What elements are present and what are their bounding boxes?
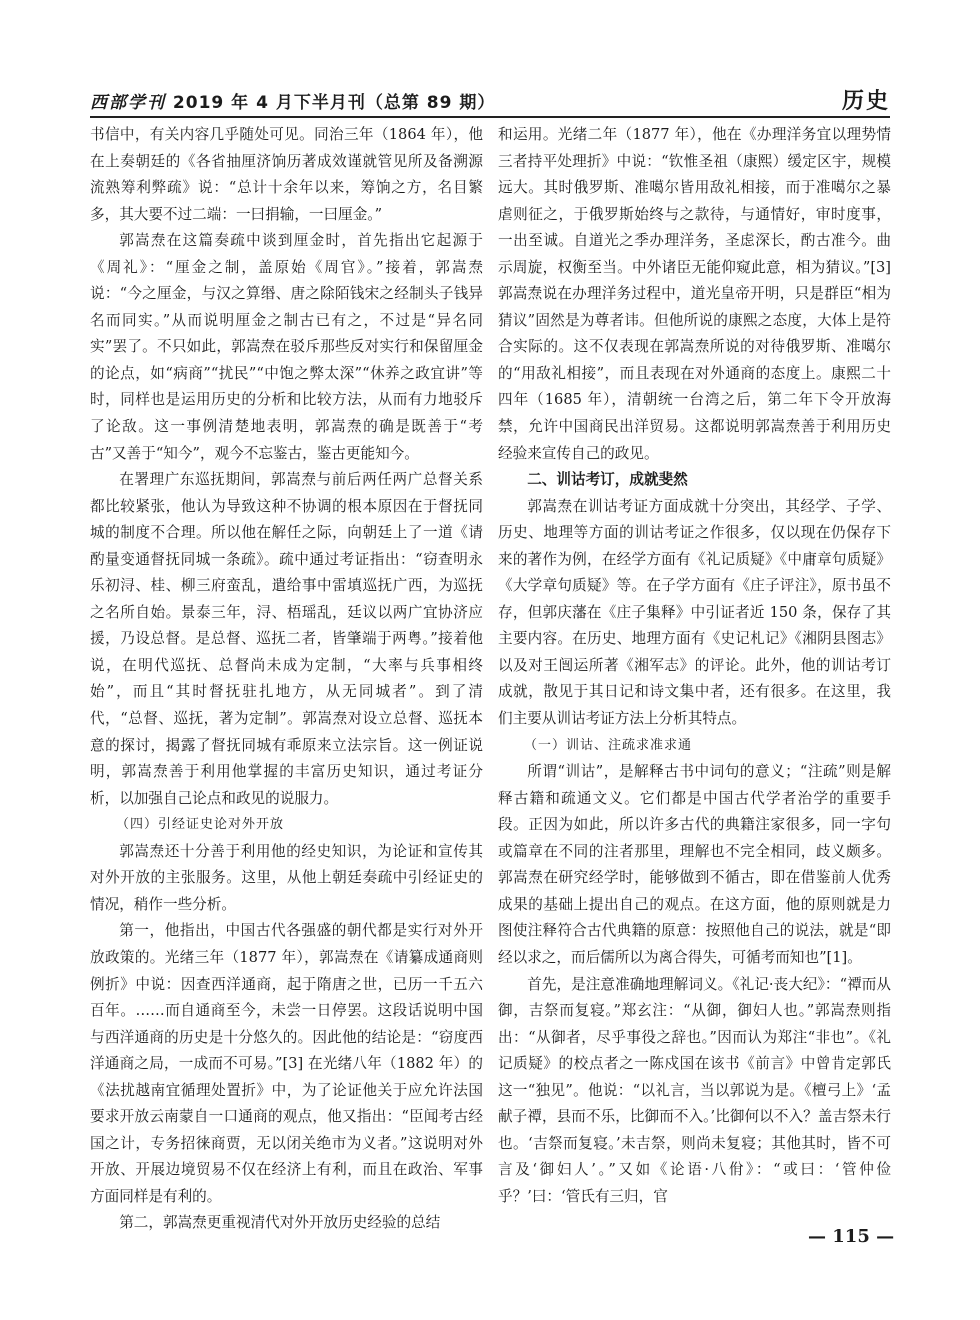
paragraph: 在署理广东巡抚期间，郭嵩焘与前后两任两广总督关系都比较紧张，他认为导致这种不协调的根本原因在于督抚同城的制度不合理。所以他在解任之际，向朝廷上了一道《请酌量变通督抚同城一条疏》。疏中通过考证指出：“窃查明永乐初浔、桂、柳三府蛮乱，遣给事中雷填巡抚广西，为巡抚之名所自始。景泰三年，浔、梧瑶乱，廷议以两广宜协济应援，乃设总督。是总督、巡抚二者，皆肇端于两粤。”接着他说，在明代巡抚、总督尚未成为定制，“大率与兵事相终始”，而且“其时督抚驻扎地方，从无同城者”。到了清代，“总督、巡抚，著为定制”。郭嵩焘对设立总督、巡抚本意的探讨，揭露了督抚同城有乖原来立法宗旨。这一例证说明，郭嵩焘善于利用他掌握的丰富历史知识，通过考证分析，以加强自己论点和政见的说服力。: [90, 471, 483, 807]
right-column: [498, 122, 891, 1210]
section-label: 历史: [841, 89, 890, 114]
subsection-heading: （一）训诂、注疏求准求通: [524, 737, 693, 753]
paragraph: 第一，他指出，中国古代各强盛的朝代都是实行对外开放政策的。光绪三年（1877 年），郭嵩焘在《请纂成通商则例折》中说：因查西洋通商，起于隋唐之世，已历一千五六百年。……而自通商至今，未尝一日停罢。这段话说明中国与西洋通商的历史是十分悠久的。因此他的结论是：“窃度西洋通商之局，一成而不可易。”[3] 在光绪八年（1882 年）的《法扰越南宜循理处置折》中，为了论证他关于应允许法国要求开放云南蒙自一口通商的观点，他又指出：“臣闻考古经国之计，专务招徕商贾，无以闭关绝市为义者。”这说明对外开放、开展边境贸易不仅在经济上有利，而且在政治、军事方面同样是有利的。: [90, 922, 483, 1205]
journal-issue: 2019 年 4 月下半月刊（总第 89 期）: [172, 93, 496, 113]
paragraph: 所谓“训诂”，是解释古书中词句的意义；“注疏”则是解释古籍和疏通文义。它们都是中国古代学者治学的重要手段。正因为如此，所以许多古代的典籍注家很多，同一字句或篇章在不同的注者那里，理解也不完全相同，歧义颇多。郭嵩焘在研究经学时，能够做到不循古，即在借鉴前人优秀成果的基础上提出自己的观点。在这方面，他的原则就是力图使注释符合古代典籍的原意：按照他自己的说法，就是“即经以求之，而后儒所以为离合得失，可循考而知也”[1]。: [498, 763, 891, 966]
journal-title: [90, 88, 495, 113]
paragraph: 首先，是注意准确地理解词义。《礼记·丧大纪》：“禫而从御，吉祭而复寝。”郑玄注：“从御，御妇人也。”郭嵩焘则指出：“从御者，尽乎事役之辞也。”因而认为郑注“非也”。《礼记质疑》的校点者之一陈戍国在该书《前言》中曾肯定郭氏这一“独见”。他说：“以礼言，当以郭说为是。《檀弓上》‘孟献子禫，县而不乐，比御而不入。’比御何以不入？盖吉祭未行也。‘吉祭而复寝。’未吉祭，则尚未复寝；其他其时，皆不可言及‘御妇人’。”又如《论语·八佾》：“或曰：‘管仲俭乎？’曰：‘管氏有三归，官: [498, 975, 891, 1205]
paragraph: 和运用。光绪二年（1877 年），他在《办理洋务宜以理势情三者持平处理折》中说：“钦惟圣祖（康熙）缓定区宇，规模远大。其时俄罗斯、准噶尔皆用敌礼相接，而于准噶尔之暴虐则征之，于俄罗斯始终与之款待，与通情好，审时度事，一出至诚。自道光之季办理洋务，圣虑深长，酌古准今。曲示周旋，权衡至当。中外诸臣无能仰窥此意，相为猜议。”[3] 郭嵩焘说在办理洋务过程中，道光皇帝开明，只是群臣“相为猜议”固然是为尊者讳。但他所说的康熙之态度，大体上是符合实际的。这不仅表现在郭嵩焘所说的对待俄罗斯、准噶尔的“用敌礼相接”，而且表现在对外通商的态度上。康熙二十四年（1685 年），清朝统一台湾之后，第二年下令开放海禁，允许中国商民出洋贸易。这都说明郭嵩焘善于利用历史经验来宣传自己的政见。: [498, 126, 891, 462]
left-column: [90, 122, 483, 1237]
subsection-heading: （四）引经证史论对外开放: [116, 817, 285, 833]
journal-brand: 西部学刊: [90, 93, 166, 113]
paragraph: 第二，郭嵩焘更重视清代对外开放历史经验的总结: [119, 1214, 441, 1232]
section-heading: 二、训诂考订，成就斐然: [527, 471, 688, 489]
paragraph: 郭嵩焘在训诂考证方面成就十分突出，其经学、子学、历史、地理等方面的训诂考证之作很多，仅以现在仍保存下来的著作为例，在经学方面有《礼记质疑》《中庸章句质疑》《大学章句质疑》等。在子学方面有《庄子评注》，原书虽不存，但郭庆藩在《庄子集释》中引证者近 150 条，保存了其主要内容。在历史、地理方面有《史记札记》《湘阴县图志》以及对王闿运所著《湘军志》的评论。此外，他的训诂考订成就，散见于其日记和诗文集中者，还有很多。在这里，我们主要从训诂考证方法上分析其特点。: [498, 497, 891, 728]
paragraph: 郭嵩焘在这篇奏疏中谈到厘金时，首先指出它起源于《周礼》：“厘金之制，盖原始《周官》。”接着，郭嵩焘说：“今之厘金，与汉之算缗、唐之除陌钱宋之经制头子钱异名而同实。”从而说明厘金之制古已有之，不过是“异名同实”罢了。不只如此，郭嵩焘在驳斥那些反对实行和保留厘金的论点，如“病商”“扰民”“中饱之弊太深”“休养之政宜讲”等时，同样也是运用历史的分析和比较方法，从而有力地驳斥了论敌。这一事例清楚地表明，郭嵩焘的确是既善于“考古”又善于“知今”，观今不忘鉴古，鉴古更能知今。: [90, 232, 483, 462]
header-rule: [90, 116, 890, 118]
paragraph: 书信中，有关内容几乎随处可见。同治三年（1864 年），他在上奏朝廷的《各省抽厘济饷历著成效谨就管见所及备溯源流熟筹利弊疏》说：“总计十余年以来，筹饷之方，名目繁多，其大要不过二端：一曰捐输，一曰厘金。”: [90, 126, 483, 223]
paragraph: 郭嵩焘还十分善于利用他的经史知识，为论证和宣传其对外开放的主张服务。这里，从他上朝廷奏疏中引经证史的情况，稍作一些分析。: [90, 842, 483, 913]
page-number: — 115 —: [808, 1226, 895, 1247]
page-header: [90, 84, 890, 114]
